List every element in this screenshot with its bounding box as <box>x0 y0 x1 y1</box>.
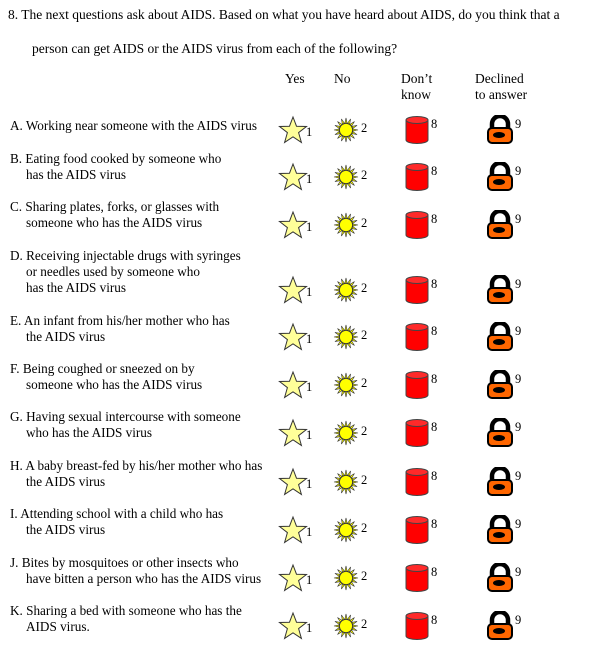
answer-code: 8 <box>431 277 438 291</box>
answer-code: 1 <box>306 172 313 186</box>
answer-code: 8 <box>431 212 438 226</box>
answer-code: 8 <box>431 469 438 483</box>
answer-code: 8 <box>431 613 438 627</box>
cylinder-icon <box>404 275 430 305</box>
cylinder-icon <box>404 418 430 448</box>
answer-code: 9 <box>515 613 522 627</box>
item-label <box>10 361 202 393</box>
cylinder-icon <box>404 115 430 145</box>
answer-code: 2 <box>361 473 368 487</box>
header-declined-2: to answer <box>475 87 528 102</box>
sun-icon <box>333 420 359 446</box>
answer-code: 9 <box>515 117 522 131</box>
answer-code: 9 <box>515 277 522 291</box>
header-dont-know-2: know <box>401 87 431 102</box>
item-label-line: I. Attending school with a child who has <box>10 506 224 521</box>
star-icon <box>278 275 308 305</box>
lock-icon <box>486 370 514 400</box>
sun-icon <box>333 277 359 303</box>
star-icon <box>278 322 308 352</box>
item-label-line: B. Eating food cooked by someone who <box>10 151 222 166</box>
star-icon <box>278 467 308 497</box>
item-label-line: has the AIDS virus <box>26 280 127 295</box>
item-label-line: who has the AIDS virus <box>26 425 153 440</box>
lock-icon <box>486 611 514 641</box>
item-label-line: someone who has the AIDS virus <box>26 215 203 230</box>
header-declined-1: Declined <box>475 71 524 86</box>
cylinder-icon <box>404 563 430 593</box>
item-label-line: D. Receiving injectable drugs with syringes <box>10 248 241 263</box>
answer-code: 8 <box>431 517 438 531</box>
answer-code: 1 <box>306 125 313 139</box>
answer-code: 8 <box>431 420 438 434</box>
item-label <box>10 506 223 538</box>
lock-icon <box>486 563 514 593</box>
sun-icon <box>333 212 359 238</box>
lock-icon <box>486 467 514 497</box>
item-label-line: K. Sharing a bed with someone who has the <box>10 603 242 618</box>
star-icon <box>278 563 308 593</box>
answer-code: 2 <box>361 281 368 295</box>
answer-code: 8 <box>431 372 438 386</box>
answer-code: 2 <box>361 121 368 135</box>
answer-code: 1 <box>306 477 313 491</box>
sun-icon <box>333 613 359 639</box>
answer-code: 2 <box>361 376 368 390</box>
answer-code: 9 <box>515 372 522 386</box>
header-no: No <box>334 71 351 86</box>
question-line-2: person can get AIDS or the AIDS virus from each of the following? <box>32 41 398 56</box>
cylinder-icon <box>404 611 430 641</box>
item-label-line: AIDS virus. <box>26 619 90 634</box>
item-label <box>10 458 262 490</box>
answer-code: 2 <box>361 216 368 230</box>
sun-icon <box>333 164 359 190</box>
star-icon <box>278 611 308 641</box>
lock-icon <box>486 515 514 545</box>
item-label <box>10 555 261 587</box>
answer-code: 2 <box>361 424 368 438</box>
cylinder-icon <box>404 370 430 400</box>
lock-icon <box>486 115 514 145</box>
answer-code: 9 <box>515 469 522 483</box>
answer-code: 9 <box>515 324 522 338</box>
answer-code: 8 <box>431 324 438 338</box>
lock-icon <box>486 162 514 192</box>
answer-code: 1 <box>306 285 313 299</box>
item-label-line: has the AIDS virus <box>26 167 127 182</box>
answer-code: 1 <box>306 621 313 635</box>
star-icon <box>278 515 308 545</box>
sun-icon <box>333 469 359 495</box>
sun-icon <box>333 117 359 143</box>
answer-code: 2 <box>361 521 368 535</box>
item-label-line: F. Being coughed or sneezed on by <box>10 361 195 376</box>
header-dont-know-1: Don’t <box>401 71 433 86</box>
item-label-line: someone who has the AIDS virus <box>26 377 203 392</box>
answer-code: 1 <box>306 380 313 394</box>
answer-code: 1 <box>306 525 313 539</box>
lock-icon <box>486 210 514 240</box>
item-label-line: or needles used by someone who <box>26 264 200 279</box>
answer-code: 9 <box>515 565 522 579</box>
star-icon <box>278 370 308 400</box>
cylinder-icon <box>404 322 430 352</box>
lock-icon <box>486 322 514 352</box>
sun-icon <box>333 517 359 543</box>
answer-code: 8 <box>431 565 438 579</box>
item-label <box>10 199 219 231</box>
answer-code: 9 <box>515 212 522 226</box>
lock-icon <box>486 275 514 305</box>
item-label-line: the AIDS virus <box>26 329 106 344</box>
item-label-line: E. An infant from his/her mother who has <box>10 313 230 328</box>
star-icon <box>278 162 308 192</box>
cylinder-icon <box>404 162 430 192</box>
star-icon <box>278 210 308 240</box>
star-icon <box>278 115 308 145</box>
item-label <box>10 313 230 345</box>
item-label-line: C. Sharing plates, forks, or glasses with <box>10 199 220 214</box>
header-yes: Yes <box>285 71 305 86</box>
item-label-line: the AIDS virus <box>26 522 106 537</box>
sun-icon <box>333 372 359 398</box>
sun-icon <box>333 324 359 350</box>
answer-code: 8 <box>431 117 438 131</box>
item-label <box>10 409 241 441</box>
question-line-1: 8. The next questions ask about AIDS. Based on what you have heard about AIDS, do you think that a <box>8 7 560 22</box>
item-label <box>10 248 241 296</box>
lock-icon <box>486 418 514 448</box>
item-label-line: the AIDS virus <box>26 474 106 489</box>
item-label-line: H. A baby breast-fed by his/her mother who has <box>10 458 263 473</box>
item-label-line: G. Having sexual intercourse with someone <box>10 409 241 424</box>
item-label-line: A. Working near someone with the AIDS virus <box>10 118 258 133</box>
answer-code: 1 <box>306 220 313 234</box>
cylinder-icon <box>404 467 430 497</box>
answer-code: 1 <box>306 573 313 587</box>
cylinder-icon <box>404 515 430 545</box>
item-label <box>10 603 242 635</box>
answer-code: 2 <box>361 328 368 342</box>
answer-code: 2 <box>361 168 368 182</box>
answer-code: 8 <box>431 164 438 178</box>
item-label-line: have bitten a person who has the AIDS virus <box>26 571 262 586</box>
item-label <box>10 118 257 134</box>
answer-code: 9 <box>515 164 522 178</box>
answer-code: 9 <box>515 420 522 434</box>
item-label-line: J. Bites by mosquitoes or other insects who <box>10 555 239 570</box>
cylinder-icon <box>404 210 430 240</box>
answer-code: 1 <box>306 332 313 346</box>
star-icon <box>278 418 308 448</box>
sun-icon <box>333 565 359 591</box>
item-label <box>10 151 221 183</box>
answer-code: 1 <box>306 428 313 442</box>
answer-code: 9 <box>515 517 522 531</box>
answer-code: 2 <box>361 617 368 631</box>
answer-code: 2 <box>361 569 368 583</box>
